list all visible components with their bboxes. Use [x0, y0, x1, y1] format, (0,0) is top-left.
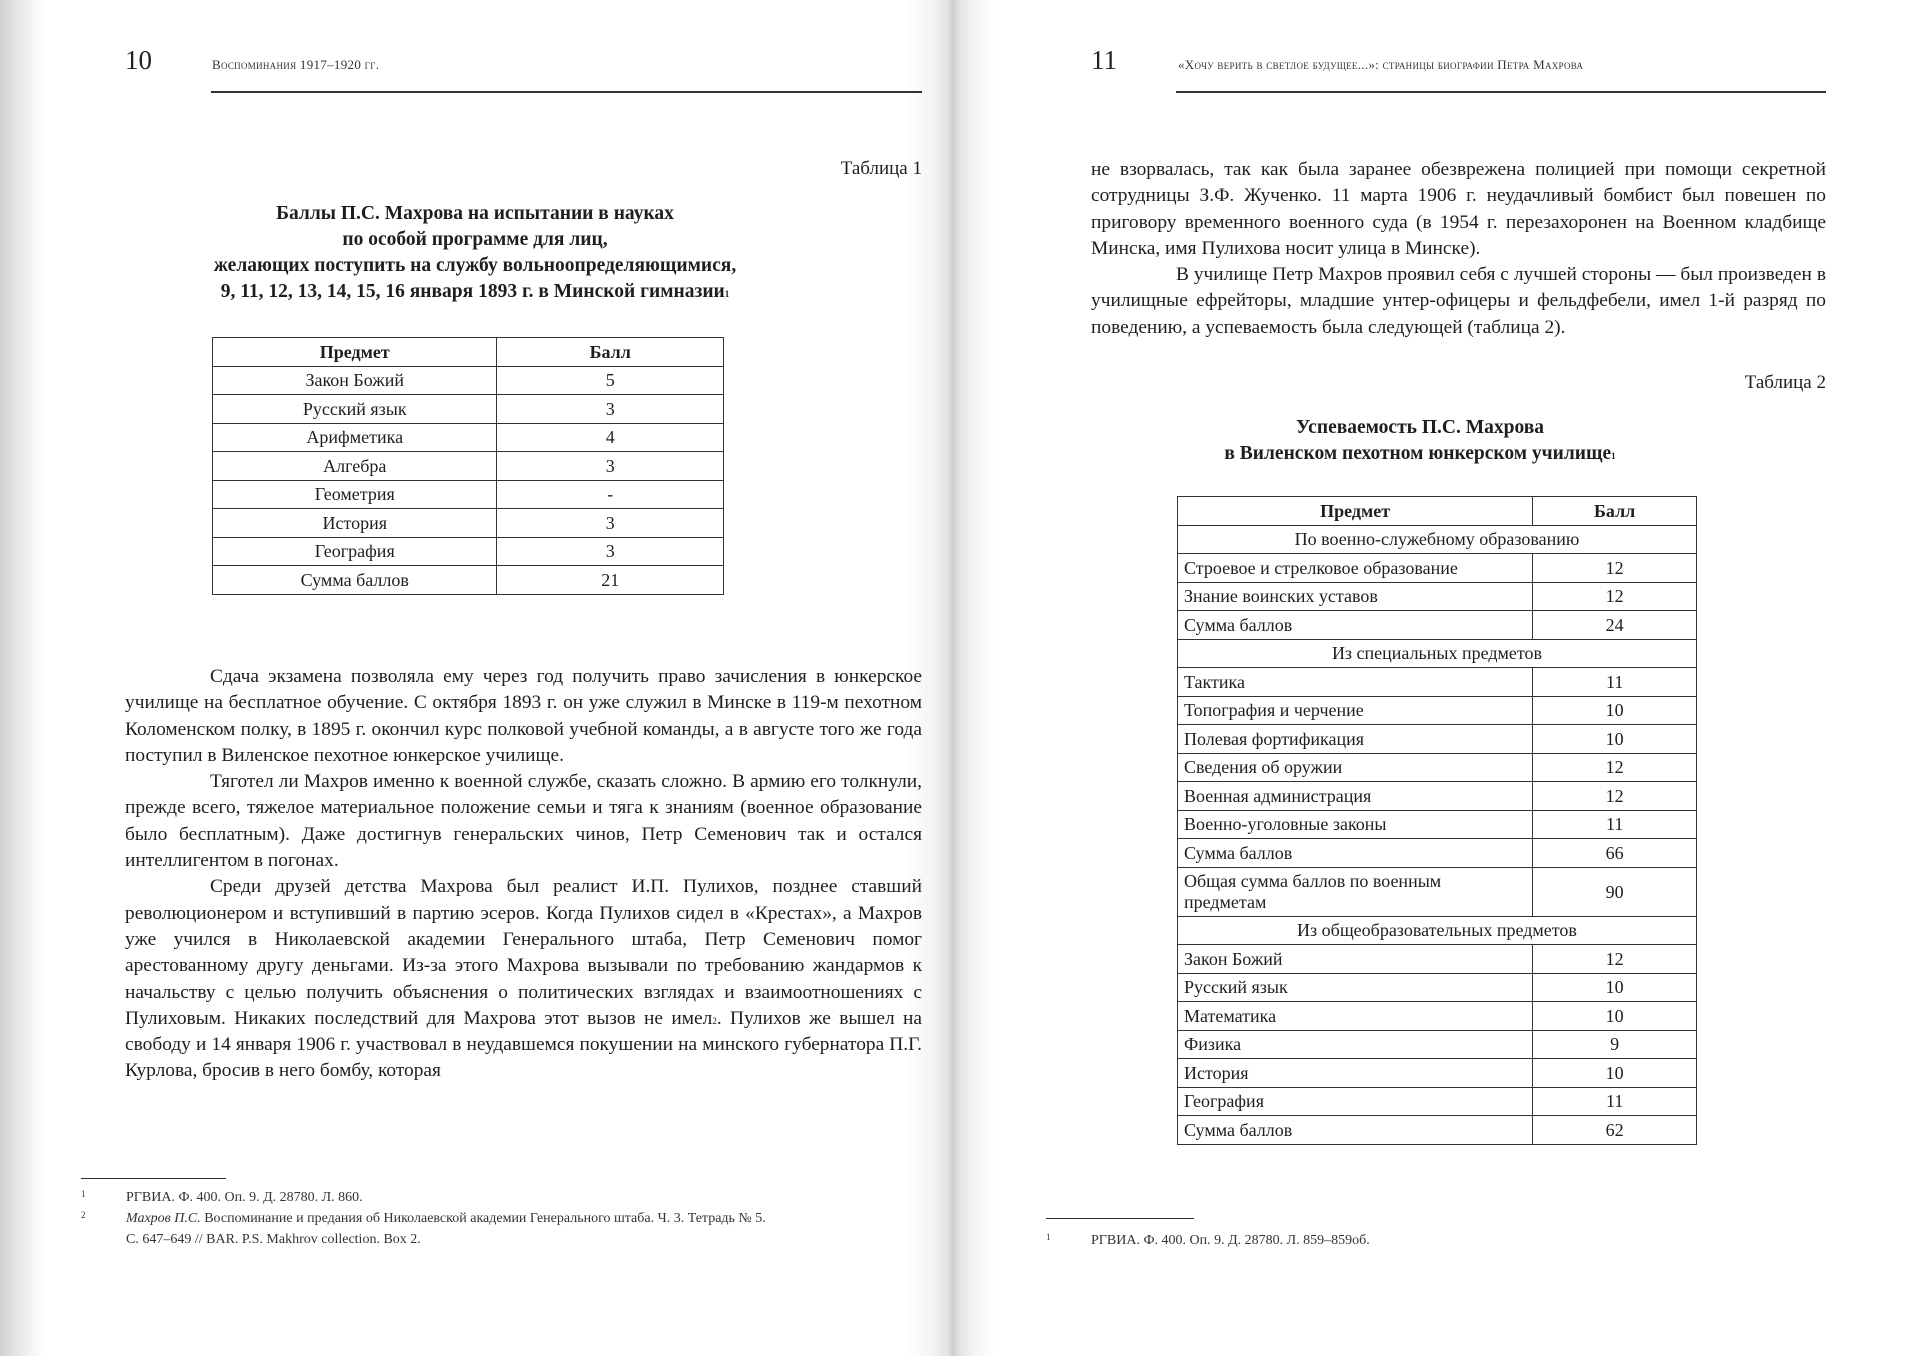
score-cell: 12	[1533, 753, 1697, 782]
paragraph	[125, 874, 922, 1084]
left-page	[60, 0, 922, 1356]
paragraph-text: . Пулихов же вышел на свободу и 14 января 1906 г. участвовал в неудавшемся покушении на минского губернатора П.Г. Курлова, бросив в него бомбу, которая	[125, 1007, 922, 1082]
table-title	[1140, 415, 1700, 467]
subject-cell: География	[1178, 1087, 1533, 1116]
subject-cell: Русский язык	[213, 395, 497, 424]
title-line: желающих поступить на службу вольноопределяющимися,	[213, 255, 737, 276]
subject-cell: Строевое и стрелковое образование	[1178, 554, 1533, 583]
subject-cell: Сумма баллов	[1178, 839, 1533, 868]
table-row	[1178, 1087, 1697, 1116]
score-cell: 3	[497, 509, 724, 538]
table-row	[1178, 1002, 1697, 1031]
table-header-row	[1178, 497, 1697, 526]
title-line	[1140, 441, 1700, 467]
table-label: Таблица 2	[1744, 372, 1826, 393]
column-header-score: Балл	[1533, 497, 1697, 526]
subject-cell: Закон Божий	[213, 366, 497, 395]
table-row	[213, 509, 724, 538]
table-row-grand-total	[1178, 867, 1697, 916]
right-page	[1000, 0, 1907, 1356]
score-cell: 3	[497, 452, 724, 481]
subject-cell: Физика	[1178, 1030, 1533, 1059]
score-cell: 10	[1533, 1059, 1697, 1088]
subject-cell: Арифметика	[213, 423, 497, 452]
title-line	[130, 279, 820, 305]
subject-cell: Тактика	[1178, 668, 1533, 697]
title-line: Баллы П.С. Махрова на испытании в науках	[276, 203, 674, 224]
subject-cell: Закон Божий	[1178, 945, 1533, 974]
subject-cell: Сумма баллов	[1178, 1116, 1533, 1145]
table-row	[213, 395, 724, 424]
score-cell: -	[497, 480, 724, 509]
footnote-ref: 2	[712, 1015, 717, 1026]
table-row	[213, 423, 724, 452]
left-page-edge-shadow	[0, 0, 45, 1356]
header-rule	[211, 91, 922, 93]
footnote-number: 1	[1046, 1232, 1051, 1242]
table-row	[1178, 782, 1697, 811]
table-row	[1178, 554, 1697, 583]
paragraph: Сдача экзамена позволяла ему через год получить право зачисления в юнкерское училище на бесплатное обучение. С октября 1893 г. он уже служил в Минске в 119-м пехотном Коломенском полку, в 1895 г. окончил курс полковой учебной команды, а в августе того же года поступил в Виленское пехотное юнкерское училище.	[125, 666, 922, 766]
header-rule	[1176, 91, 1826, 93]
subject-cell: Алгебра	[213, 452, 497, 481]
score-cell: 10	[1533, 725, 1697, 754]
table-row	[1178, 725, 1697, 754]
paragraph: Тяготел ли Махров именно к военной службе, сказать сложно. В армию его толкнули, прежде всего, тяжелое материальное положение семьи и тяга к знаниям (военное образование было бесплатным). Даже достигнув генеральских чинов, Петр Семенович так и остался интеллигентом в погонах.	[125, 771, 922, 872]
title-line: Успеваемость П.С. Махрова	[1295, 417, 1545, 438]
running-head: «Хочу верить в светлое будущее...»: страницы биографии Петра Махрова	[1178, 57, 1584, 72]
subject-cell: История	[213, 509, 497, 538]
table-row	[1178, 1030, 1697, 1059]
table-row	[1178, 945, 1697, 974]
score-cell: 24	[1533, 611, 1697, 640]
footnote	[81, 1187, 781, 1208]
grades-table-1	[212, 337, 724, 595]
body-text	[125, 664, 922, 1085]
subject-cell: Сумма баллов	[213, 566, 497, 595]
subject-cell: География	[213, 537, 497, 566]
table-row-total	[1178, 611, 1697, 640]
subject-cell: Военно-уголовные законы	[1178, 810, 1533, 839]
running-head: Воспоминания 1917–1920 гг.	[212, 57, 380, 72]
footnote-ref: 1	[1611, 451, 1616, 461]
score-cell: 90	[1533, 867, 1697, 916]
table-row-total	[213, 566, 724, 595]
paragraph: В училище Петр Махров проявил себя с лучшей стороны — был произведен в училищные ефрейторы, младшие унтер-офицеры и фельдфебели, имел 1-й разряд по поведению, а успеваемость была следующей (таблица 2).	[1091, 264, 1826, 338]
footnotes	[81, 1187, 781, 1250]
footnote-rule	[81, 1178, 226, 1179]
subject-cell: Знание воинских уставов	[1178, 582, 1533, 611]
score-cell: 11	[1533, 668, 1697, 697]
table-header-row	[213, 338, 724, 367]
footnote-author: Махров П.С.	[126, 1211, 201, 1226]
score-cell: 62	[1533, 1116, 1697, 1145]
footnote-ref: 1	[724, 289, 730, 299]
score-cell: 11	[1533, 1087, 1697, 1116]
subject-cell: Топография и черчение	[1178, 696, 1533, 725]
subject-cell: Сумма баллов	[1178, 611, 1533, 640]
subject-cell: Сведения об оружии	[1178, 753, 1533, 782]
section-heading: Из общеобразовательных предметов	[1178, 916, 1697, 945]
paragraph-text: Среди друзей детства Махрова был реалист И.П. Пулихов, позднее ставший революционером и вступивший в партию эсеров. Когда Пулихов сидел в «Крестах», а Махров уже учился в Николаевской академии Генерального штаба, Петр Семенович помог арестованному другу деньгами. Из-за этого Махрова вызывали по требованию жандармов к начальству с целью получить объяснения о политических взглядах и взаимоотношениях с Пулиховым. Никаких последствий для Махрова этот вызов не имел	[125, 876, 922, 1029]
subject-cell: Военная администрация	[1178, 782, 1533, 811]
table-row	[1178, 696, 1697, 725]
table-row	[1178, 668, 1697, 697]
table-row	[1178, 1059, 1697, 1088]
page-number: 11	[1091, 45, 1117, 75]
footnote-text: Воспоминание и предания об Николаевской академии Генерального штаба. Ч. 3. Тетрадь № 5. С. 647–649 // BAR. P.S. Makhrov collection. Box 2.	[126, 1211, 766, 1247]
table-label: Таблица 1	[840, 158, 922, 179]
footnote-number: 2	[81, 1210, 86, 1220]
table-row	[1178, 810, 1697, 839]
body-text	[1091, 157, 1826, 341]
footnote-text: РГВИА. Ф. 400. Оп. 9. Д. 28780. Л. 859–859об.	[1091, 1233, 1370, 1248]
table-row	[213, 480, 724, 509]
score-cell: 5	[497, 366, 724, 395]
section-heading-row	[1178, 639, 1697, 668]
footnote-text: РГВИА. Ф. 400. Оп. 9. Д. 28780. Л. 860.	[126, 1190, 363, 1205]
footnote-number: 1	[81, 1189, 86, 1199]
score-cell: 3	[497, 395, 724, 424]
table-row	[1178, 973, 1697, 1002]
score-cell: 12	[1533, 582, 1697, 611]
page-number: 10	[125, 45, 152, 75]
score-cell: 9	[1533, 1030, 1697, 1059]
table-row	[1178, 582, 1697, 611]
column-header-subject: Предмет	[213, 338, 497, 367]
score-cell: 4	[497, 423, 724, 452]
subject-cell: Полевая фортификация	[1178, 725, 1533, 754]
table-row-total	[1178, 839, 1697, 868]
section-heading-row	[1178, 525, 1697, 554]
title-line-text: в Виленском пехотном юнкерском училище	[1224, 443, 1612, 464]
paragraph: не взорвалась, так как была заранее обезврежена полицией при помощи секретной сотрудницы З.Ф. Жученко. 11 марта 1906 г. неудачливый бомбист был повешен по приговору временного военного суда (в 1954 г. перезахоронен на Военном кладбище Минска, имя Пулихова носит улица в Минске).	[1091, 159, 1826, 259]
subject-cell: История	[1178, 1059, 1533, 1088]
subject-cell: Русский язык	[1178, 973, 1533, 1002]
table-row-total	[1178, 1116, 1697, 1145]
footnote-rule	[1046, 1218, 1194, 1219]
subject-cell: Геометрия	[213, 480, 497, 509]
subject-cell: Общая сумма баллов по военным предметам	[1178, 867, 1533, 916]
score-cell: 10	[1533, 696, 1697, 725]
score-cell: 12	[1533, 945, 1697, 974]
table-row	[213, 366, 724, 395]
score-cell: 21	[497, 566, 724, 595]
column-header-score: Балл	[497, 338, 724, 367]
column-header-subject: Предмет	[1178, 497, 1533, 526]
score-cell: 12	[1533, 554, 1697, 583]
table-row	[1178, 753, 1697, 782]
score-cell: 10	[1533, 973, 1697, 1002]
score-cell: 11	[1533, 810, 1697, 839]
score-cell: 10	[1533, 1002, 1697, 1031]
footnote	[1046, 1230, 1746, 1251]
footnotes	[1046, 1230, 1746, 1251]
subject-cell: Математика	[1178, 1002, 1533, 1031]
title-line: по особой программе для лиц,	[342, 229, 608, 250]
footnote	[81, 1208, 781, 1250]
score-cell: 3	[497, 537, 724, 566]
table-row	[213, 452, 724, 481]
section-heading: Из специальных предметов	[1178, 639, 1697, 668]
score-cell: 66	[1533, 839, 1697, 868]
grades-table-2	[1177, 496, 1697, 1145]
section-heading: По военно-служебному образованию	[1178, 525, 1697, 554]
section-heading-row	[1178, 916, 1697, 945]
score-cell: 12	[1533, 782, 1697, 811]
table-title	[130, 201, 820, 305]
title-line-text: 9, 11, 12, 13, 14, 15, 16 января 1893 г. в Минской гимназии	[220, 281, 725, 302]
table-row	[213, 537, 724, 566]
